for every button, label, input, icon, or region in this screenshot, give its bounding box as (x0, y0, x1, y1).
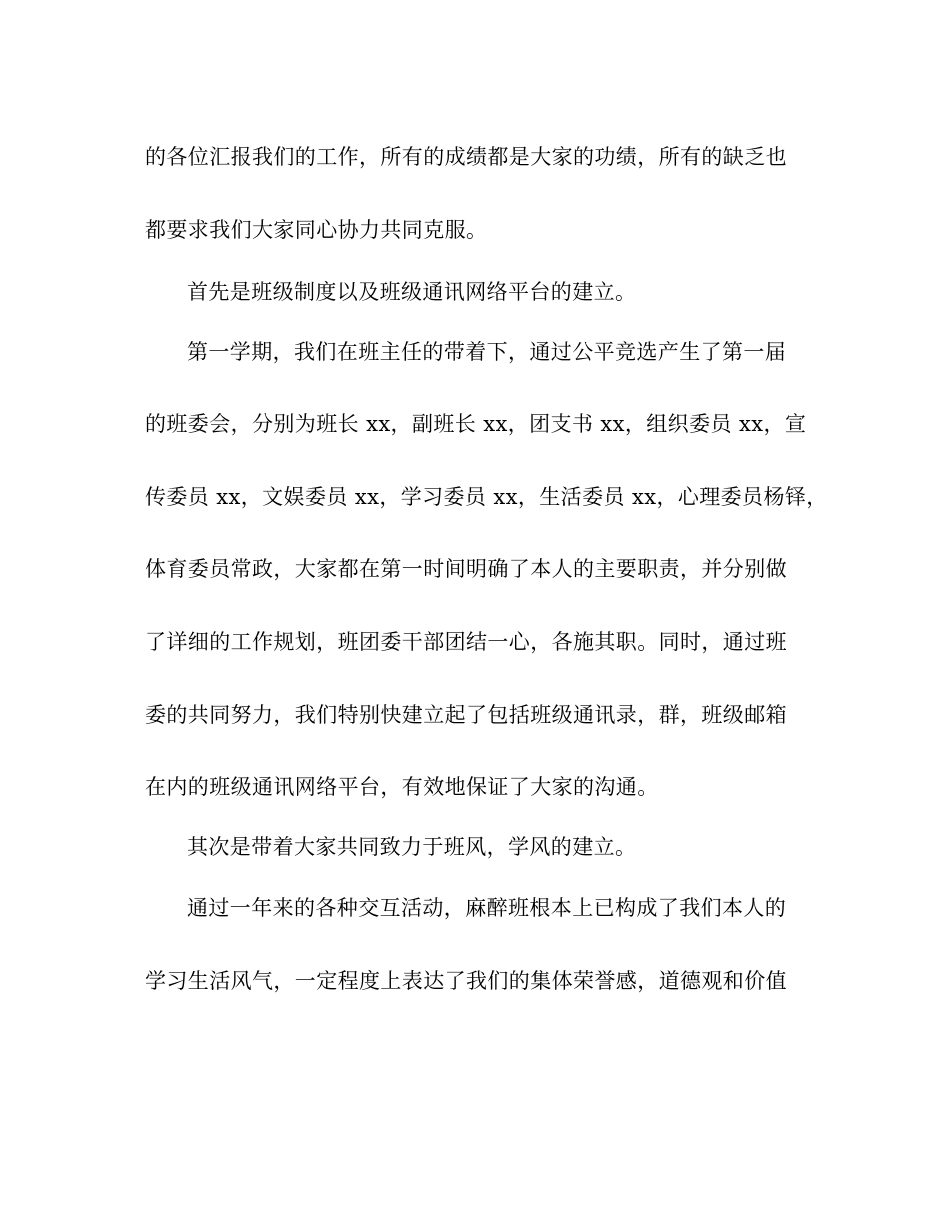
paragraph-line: 传委员 xx，文娱委员 xx，学习委员 xx，生活委员 xx，心理委员杨铎， (145, 485, 828, 509)
paragraph-line: 其次是带着大家共同致力于班风，学风的建立。 (187, 835, 637, 859)
paragraph-line: 第一学期，我们在班主任的带着下，通过公平竞选产生了第一届 (187, 340, 787, 364)
paragraph-line: 通过一年来的各种交互活动，麻醉班根本上已构成了我们本人的 (187, 896, 787, 920)
paragraph-line: 的班委会，分别为班长 xx，副班长 xx，团支书 xx，组织委员 xx，宣 (145, 412, 807, 436)
paragraph-line: 体育委员常政，大家都在第一时间明确了本人的主要职责，并分别做 (145, 557, 787, 581)
paragraph-line: 都要求我们大家同心协力共同克服。 (145, 218, 488, 242)
paragraph-line: 学习生活风气，一定程度上表达了我们的集体荣誉感，道德观和价值 (145, 969, 787, 993)
paragraph-line: 在内的班级通讯网络平台，有效地保证了大家的沟通。 (145, 775, 659, 799)
paragraph-line: 的各位汇报我们的工作，所有的成绩都是大家的功绩，所有的缺乏也 (145, 145, 787, 169)
paragraph-line: 委的共同努力，我们特别快建立起了包括班级通讯录，群，班级邮箱 (145, 703, 787, 727)
paragraph-line: 首先是班级制度以及班级通讯网络平台的建立。 (187, 280, 637, 304)
paragraph-line: 了详细的工作规划，班团委干部团结一心，各施其职。同时，通过班 (145, 630, 787, 654)
